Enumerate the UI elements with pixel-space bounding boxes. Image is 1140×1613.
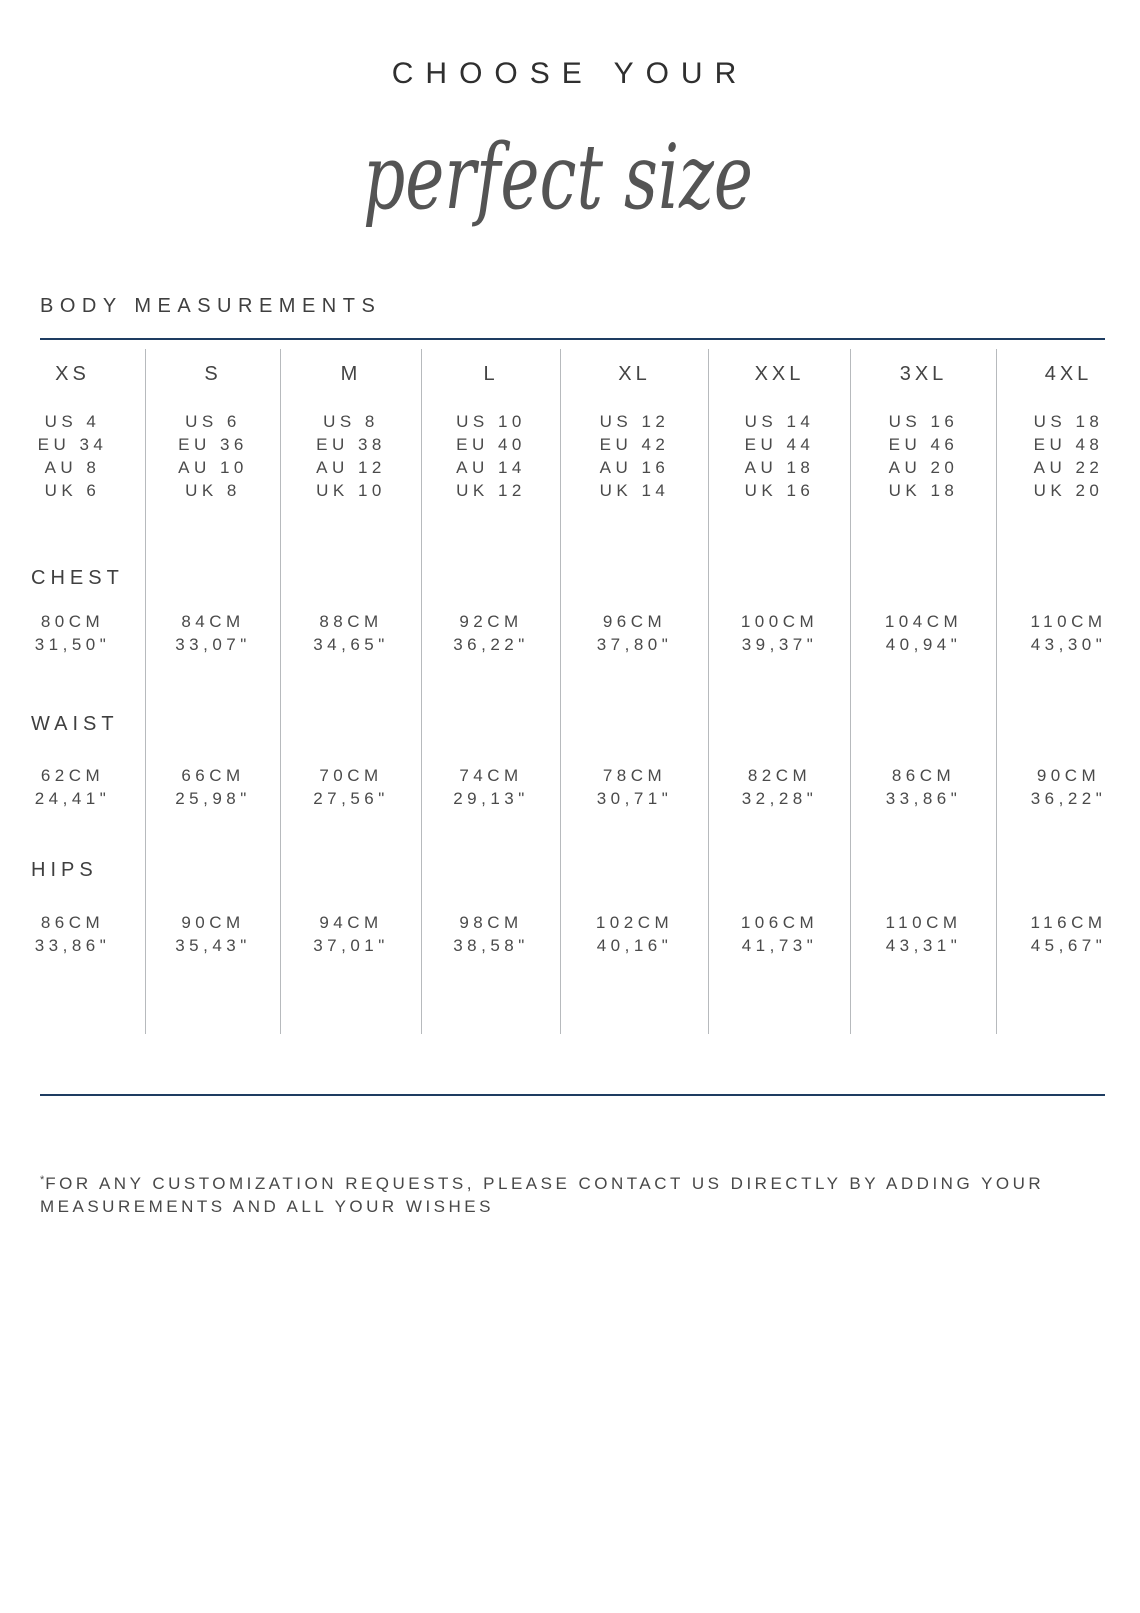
- script-title: perfect size: [363, 125, 753, 230]
- au-size: AU 8: [44, 458, 101, 477]
- size-column-s: [145, 349, 280, 1034]
- us-size: US 8: [323, 412, 379, 431]
- chest-cm: 110CM: [1030, 612, 1107, 631]
- uk-size: UK 14: [599, 481, 670, 500]
- hips-in: 43,31": [885, 936, 962, 955]
- eu-size: EU 42: [599, 435, 670, 454]
- hips-cm: 86CM: [40, 913, 105, 932]
- chest-in: 40,94": [885, 635, 962, 654]
- chest-in: 43,30": [1030, 635, 1107, 654]
- uk-size: UK 18: [888, 481, 959, 500]
- script-title-svg: [0, 112, 1140, 247]
- chest-in: 34,65": [313, 635, 389, 654]
- hips-in: 45,67": [1030, 936, 1107, 955]
- size-label: 3XL: [899, 363, 948, 385]
- hips-cm: 94CM: [319, 913, 383, 932]
- eu-size: EU 38: [316, 435, 386, 454]
- size-column-m: [280, 349, 421, 1034]
- uk-size: UK 8: [185, 481, 241, 500]
- waist-cm: 70CM: [319, 766, 383, 785]
- hips-cm: 102CM: [595, 913, 674, 932]
- hips-cm: 106CM: [740, 913, 819, 932]
- script-title-wrap: [0, 112, 1140, 247]
- waist-in: 25,98": [175, 789, 251, 808]
- waist-in: 27,56": [313, 789, 389, 808]
- waist-in: 30,71": [596, 789, 673, 808]
- chest-cm: 96CM: [602, 612, 667, 631]
- waist-cm: 78CM: [602, 766, 667, 785]
- page-header: [0, 0, 1140, 247]
- footnote-line1: FOR ANY CUSTOMIZATION REQUESTS, PLEASE CONTACT US DIRECTLY BY ADDING YOUR: [45, 1174, 1045, 1193]
- footnote-marker: *: [40, 1174, 46, 1186]
- au-size: AU 22: [1033, 458, 1104, 477]
- waist-cm: 86CM: [891, 766, 956, 785]
- au-size: AU 20: [888, 458, 959, 477]
- footnote: [40, 1169, 1070, 1218]
- chest-cm: 88CM: [319, 612, 383, 631]
- size-label: S: [204, 363, 222, 385]
- us-size: US 18: [1033, 412, 1104, 431]
- waist-in: 24,41": [34, 789, 111, 808]
- hips-in: 40,16": [596, 936, 673, 955]
- chest-in: 31,50": [34, 635, 111, 654]
- hips-in: 38,58": [453, 936, 529, 955]
- au-size: AU 18: [744, 458, 815, 477]
- chest-cm: 100CM: [740, 612, 819, 631]
- us-size: US 6: [185, 412, 241, 431]
- waist-cm: 90CM: [1036, 766, 1101, 785]
- waist-in: 32,28": [741, 789, 818, 808]
- waist-cm: 74CM: [459, 766, 523, 785]
- hips-cm: 110CM: [885, 913, 962, 932]
- waist-cm: 82CM: [747, 766, 812, 785]
- size-column-xl: [560, 349, 708, 1034]
- chest-cm: 80CM: [40, 612, 105, 631]
- size-table: [0, 349, 1140, 1034]
- uk-size: UK 10: [316, 481, 386, 500]
- size-label: XXL: [754, 363, 805, 385]
- chest-in: 37,80": [596, 635, 673, 654]
- waist-in: 29,13": [453, 789, 529, 808]
- size-label: XL: [618, 363, 651, 385]
- eu-size: EU 48: [1033, 435, 1104, 454]
- row-label-chest: CHEST: [31, 567, 124, 589]
- us-size: US 16: [888, 412, 959, 431]
- hips-cm: 98CM: [459, 913, 523, 932]
- size-column-xxl: [708, 349, 850, 1034]
- top-rule: [40, 338, 1105, 340]
- us-size: US 4: [44, 412, 101, 431]
- size-label: XS: [55, 363, 90, 385]
- hips-in: 41,73": [741, 936, 818, 955]
- size-column-l: [421, 349, 560, 1034]
- waist-in: 33,86": [885, 789, 962, 808]
- au-size: AU 10: [178, 458, 248, 477]
- hips-in: 35,43": [175, 936, 251, 955]
- row-label-waist: WAIST: [31, 713, 119, 735]
- chest-in: 36,22": [453, 635, 529, 654]
- page-title: CHOOSE YOUR: [391, 57, 749, 90]
- hips-in: 33,86": [34, 936, 111, 955]
- us-size: US 14: [744, 412, 815, 431]
- uk-size: UK 20: [1033, 481, 1104, 500]
- eu-size: EU 44: [744, 435, 815, 454]
- waist-in: 36,22": [1030, 789, 1107, 808]
- hips-in: 37,01": [313, 936, 389, 955]
- size-label: 4XL: [1044, 363, 1093, 385]
- chest-in: 39,37": [741, 635, 818, 654]
- uk-size: UK 12: [456, 481, 526, 500]
- au-size: AU 14: [456, 458, 526, 477]
- us-size: US 12: [599, 412, 670, 431]
- hips-cm: 90CM: [181, 913, 245, 932]
- row-label-hips: HIPS: [31, 859, 98, 881]
- uk-size: UK 6: [44, 481, 101, 500]
- size-label: L: [483, 363, 499, 385]
- chest-cm: 84CM: [181, 612, 245, 631]
- au-size: AU 12: [316, 458, 386, 477]
- waist-cm: 62CM: [40, 766, 105, 785]
- eu-size: EU 34: [37, 435, 108, 454]
- bottom-rule: [40, 1094, 1105, 1096]
- size-column-xs: [0, 349, 145, 1034]
- size-column-3xl: [850, 349, 996, 1034]
- uk-size: UK 16: [744, 481, 815, 500]
- hips-cm: 116CM: [1030, 913, 1107, 932]
- chest-cm: 104CM: [884, 612, 963, 631]
- waist-cm: 66CM: [181, 766, 245, 785]
- chest-in: 33,07": [175, 635, 251, 654]
- size-column-4xl: [996, 349, 1140, 1034]
- eu-size: EU 40: [456, 435, 526, 454]
- eu-size: EU 36: [178, 435, 248, 454]
- eu-size: EU 46: [888, 435, 959, 454]
- size-label: M: [340, 363, 362, 385]
- au-size: AU 16: [599, 458, 670, 477]
- chest-cm: 92CM: [459, 612, 523, 631]
- footnote-line2: MEASUREMENTS AND ALL YOUR WISHES: [40, 1197, 494, 1216]
- section-label: BODY MEASUREMENTS: [40, 295, 382, 317]
- us-size: US 10: [456, 412, 526, 431]
